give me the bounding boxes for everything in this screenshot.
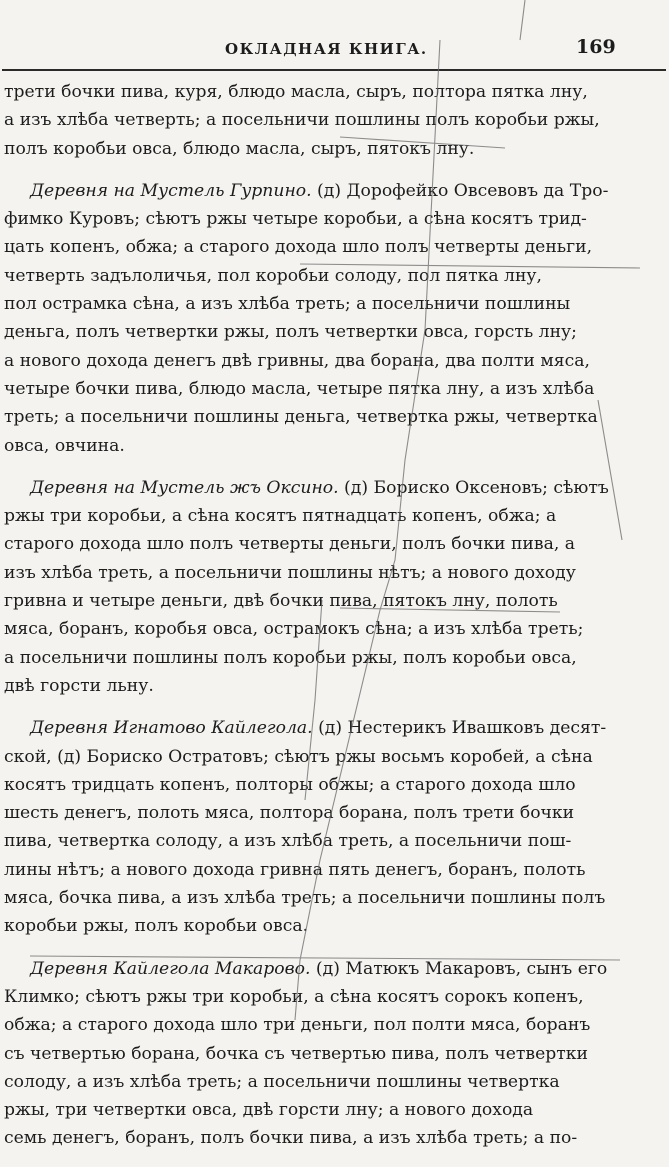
paragraph	[4, 177, 658, 460]
village-heading: Деревня Кайлегола Макарово.	[30, 958, 311, 979]
text-line	[4, 177, 658, 205]
line-text: деньга, полъ четвертки ржы, полъ четвертки овса, горсть лну;	[4, 322, 577, 343]
line-text: ржы три коробьи, а сѣна косятъ пятнадцать копенъ, обжа; а	[4, 506, 557, 527]
line-text: пол острамка сѣна, а изъ хлѣба треть; а посельничи пошлины	[4, 294, 571, 315]
text-line	[4, 1096, 658, 1124]
line-text: семь денегъ, боранъ, полъ бочки пива, а изъ хлѣба треть; а по-	[4, 1128, 578, 1149]
text-line	[4, 262, 658, 290]
text-line	[4, 1124, 658, 1152]
line-text: мяса, боранъ, коробья овса, острамокъ сѣна; а изъ хлѣба треть;	[4, 619, 584, 640]
village-heading: Деревня на Мустель Гурпино.	[30, 180, 312, 201]
line-text: четыре бочки пива, блюдо масла, четыре пятка лну, а изъ хлѣба	[4, 378, 595, 399]
line-text: (д) Нестерикъ Ивашковъ десят-	[312, 718, 607, 739]
text-line	[4, 912, 658, 940]
text-line	[4, 347, 658, 375]
line-text: а посельничи пошлины полъ коробьи ржы, полъ коробьи овса,	[4, 647, 577, 668]
village-heading: Деревня Игнатово Кайлегола.	[30, 718, 313, 739]
text-line	[4, 884, 658, 912]
line-text: цать копенъ, обжа; а старого дохода шло полъ четверты деньги,	[4, 237, 593, 258]
text-line	[4, 403, 658, 431]
text-line	[4, 644, 658, 672]
text-line	[4, 106, 658, 134]
line-text: а изъ хлѣба четверть; а посельничи пошлины полъ коробьи ржы,	[4, 110, 600, 131]
pencil-line-top	[520, 0, 525, 40]
line-text: пива, четвертка солоду, а изъ хлѣба треть, а посельничи пош-	[4, 831, 572, 852]
paragraph	[4, 714, 658, 940]
paragraph	[4, 955, 658, 1153]
line-text: трети бочки пива, куря, блюдо масла, сыръ, полтора пятка лну,	[4, 82, 588, 102]
line-text: (д) Матюкъ Макаровъ, сынъ его	[310, 958, 608, 979]
line-text: фимко Куровъ; сѣютъ ржы четыре коробьи, а сѣна косятъ трид-	[4, 209, 587, 230]
line-text: гривна и четыре деньги, двѣ бочки пива, пятокъ лну, полоть	[4, 591, 558, 612]
running-head: ОКЛАДНАЯ КНИГА.	[225, 40, 428, 58]
text-line	[4, 135, 658, 163]
header-rule	[2, 69, 666, 71]
text-line	[4, 233, 658, 261]
page-number: 169	[576, 36, 616, 58]
text-line	[4, 1068, 658, 1096]
body-text	[4, 78, 658, 1167]
line-text: ской, (д) Бориско Остратовъ; сѣютъ ржы восьмъ коробей, а сѣна	[4, 746, 593, 767]
text-line	[4, 474, 658, 502]
text-line	[4, 799, 658, 827]
paragraph	[4, 474, 658, 700]
text-line	[4, 559, 658, 587]
text-line	[4, 714, 658, 742]
text-line	[4, 827, 658, 855]
text-line	[4, 672, 658, 700]
text-line	[4, 318, 658, 346]
text-line	[4, 205, 658, 233]
line-text: полъ коробьи овса, блюдо масла, сыръ, пятокъ лну.	[4, 138, 475, 159]
text-line	[4, 743, 658, 771]
text-line	[4, 290, 658, 318]
page-header	[0, 36, 669, 66]
text-line	[4, 530, 658, 558]
line-text: мяса, бочка пива, а изъ хлѣба треть; а посельничи пошлины полъ	[4, 888, 606, 909]
line-text: двѣ горсти льну.	[4, 675, 154, 696]
line-text: (д) Дорофейко Овсевовъ да Тро-	[311, 180, 609, 201]
text-line	[4, 1040, 658, 1068]
line-text: изъ хлѣба треть, а посельничи пошлины нѣтъ; а нового доходу	[4, 562, 576, 583]
text-line	[4, 587, 658, 615]
line-text: солоду, а изъ хлѣба треть; а посельничи пошлины четвертка	[4, 1071, 560, 1092]
line-text: старого дохода шло полъ четверты деньги, полъ бочки пива, а	[4, 534, 575, 555]
text-line	[4, 502, 658, 530]
text-line	[4, 78, 658, 106]
line-text: треть; а посельничи пошлины деньга, четвертка ржы, четвертка	[4, 407, 598, 428]
line-text: овса, овчина.	[4, 435, 125, 456]
village-heading: Деревня на Мустель жъ Оксино.	[30, 477, 339, 498]
line-text: лины нѣтъ; а нового дохода гривна пять денегъ, боранъ, полоть	[4, 859, 586, 880]
line-text: (д) Бориско Оксеновъ; сѣютъ	[338, 477, 609, 498]
text-line	[4, 955, 658, 983]
text-line	[4, 1011, 658, 1039]
line-text: а нового дохода денегъ двѣ гривны, два борана, два полти мяса,	[4, 350, 590, 371]
text-line	[4, 983, 658, 1011]
text-line	[4, 615, 658, 643]
text-line	[4, 771, 658, 799]
line-text: Климко; сѣютъ ржы три коробьи, а сѣна косятъ сорокъ копенъ,	[4, 986, 584, 1007]
line-text: обжа; а старого дохода шло три деньги, пол полти мяса, боранъ	[4, 1015, 591, 1036]
text-line	[4, 856, 658, 884]
line-text: косятъ тридцать копенъ, полторы обжы; а старого дохода шло	[4, 774, 576, 795]
paragraph	[4, 78, 658, 163]
line-text: коробьи ржы, полъ коробьи овса.	[4, 916, 309, 937]
line-text: шесть денегъ, полоть мяса, полтора борана, полъ трети бочки	[4, 803, 575, 824]
line-text: четверть задълоличья, пол коробьи солоду, пол пятка лну,	[4, 265, 542, 286]
line-text: съ четвертью борана, бочка съ четвертью пива, полъ четвертки	[4, 1043, 588, 1064]
line-text: ржы, три четвертки овса, двѣ горсти лну; а нового дохода	[4, 1100, 534, 1121]
text-line	[4, 432, 658, 460]
text-line	[4, 375, 658, 403]
